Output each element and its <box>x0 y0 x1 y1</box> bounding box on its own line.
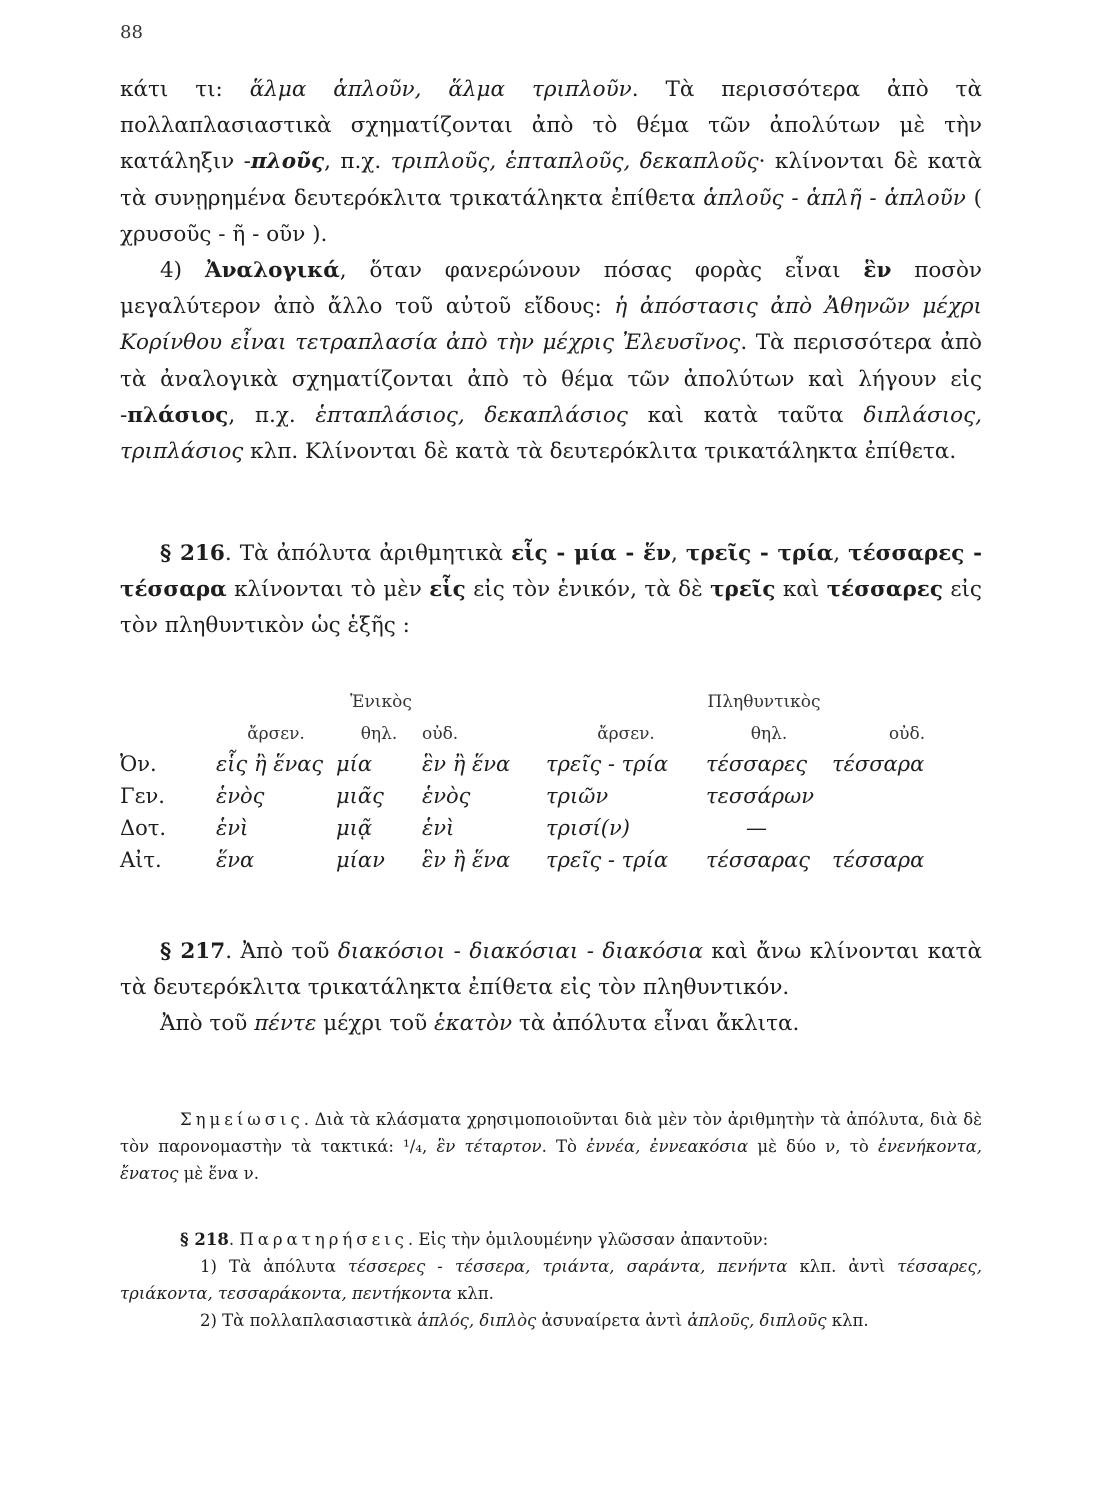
form-cell: τέσσαρα <box>832 752 925 776</box>
example-text: ἁπλοῦς, διπλοῦς <box>687 1311 827 1330</box>
text-run: κλπ. ἀντὶ <box>787 1257 898 1276</box>
text-run: · κλίνονται δὲ κατὰ τὰ συνῃρημένα δευτερόκλιτα τρικατάληκτα ἐπίθετα <box>120 149 982 211</box>
text-run: . Ἀπὸ τοῦ <box>225 939 338 964</box>
text-run: καὶ ἄνω κλίνονται κατὰ τὰ δευτερόκλιτα τρικατάληκτα ἐπίθετα εἰς τὸν πληθυντικόν. <box>120 939 982 1001</box>
text-run: καὶ κατὰ ταῦτα <box>627 402 864 428</box>
text-run: . Διὰ τὰ κλάσματα χρησιμοποιοῦνται διὰ μὲν τὸν ἀριθμητὴν τὰ ἀπόλυτα, διὰ δὲ τὸν παρονομαστὴν τὰ τακτικά: <box>120 1110 982 1156</box>
observation-1 <box>120 1253 982 1307</box>
text-run: , <box>670 541 686 566</box>
form-cell: τρεῖς - τρία <box>546 752 669 776</box>
section-number: § 218 <box>180 1230 229 1249</box>
gender-header: θηλ. <box>360 724 398 744</box>
text-run: μέχρι τοῦ <box>316 1011 434 1037</box>
form-cell: μία <box>336 752 373 776</box>
gender-header: ἄρσεν. <box>247 724 305 744</box>
form-cell: τρισί(ν) <box>546 816 630 840</box>
example-text: ἐνενήκοντα, ἔνατος <box>120 1137 982 1183</box>
form-cell: ἑνὶ <box>422 816 455 840</box>
form-cell: τριῶν <box>546 784 609 808</box>
gender-header: οὐδ. <box>888 724 926 744</box>
form-cell: ἓν ἢ ἕνα <box>422 848 511 872</box>
intro-paragraph <box>120 72 982 470</box>
text-run: 2) Τὰ πολλαπλασιαστικὰ <box>200 1311 418 1330</box>
table-row <box>120 808 982 840</box>
form-cell: τρεῖς - τρία <box>546 848 669 872</box>
text-run: , <box>421 1137 437 1156</box>
form-cell: τεσσάρων <box>706 784 814 808</box>
table-row <box>120 744 982 776</box>
text-run: , ὅταν φανερώνουν πόσας φορὰς εἶναι <box>339 258 864 284</box>
section-number: § 217 <box>160 939 226 964</box>
text-run: μὲ δύο ν, τὸ <box>748 1137 879 1156</box>
term-text: Ἀναλογικά <box>204 258 340 284</box>
table-row <box>120 776 982 808</box>
text-run: . Τὰ περισσότερα ἀπὸ τὰ ἀναλογικὰ σχηματίζονται ἀπὸ τὸ θέμα τῶν ἀπολύτων καὶ λήγουν εἰς - <box>120 330 982 428</box>
note-heading: Σημείωσις <box>180 1110 304 1129</box>
example-text: διακόσιοι - διακόσιαι - διακόσια <box>337 939 703 964</box>
example-text: ἐννέα, ἐννεακόσια <box>586 1137 749 1156</box>
text-run: κλίνονται τὸ μὲν <box>226 577 430 603</box>
form-cell: ἑνὸς <box>422 784 471 808</box>
gender-header-row <box>120 712 982 744</box>
term-text: τρεῖς - τρία <box>685 541 834 566</box>
text-run: . Τὸ <box>541 1137 587 1156</box>
gender-header: θηλ. <box>750 724 788 744</box>
text-run: 4) <box>160 258 205 284</box>
term-text: τέσσαρες - τέσσαρα <box>120 541 983 603</box>
case-label: Αἰτ. <box>120 848 162 872</box>
example-text: ἡ ἀπόστασις ἀπὸ Ἀθηνῶν μέχρι Κορίνθου εἶναι τετραπλασία ἀπὸ τὴν μέχρις Ἐλευσῖνος <box>120 294 982 356</box>
text-run: ποσὸν μεγαλύτερον ἀπὸ ἄλλο τοῦ αὐτοῦ εἴδους: <box>120 258 982 320</box>
form-cell: εἷς ἢ ἕνας <box>216 752 324 776</box>
form-cell: ἕνα <box>216 848 255 872</box>
text-run: . Τὰ περισσότερα ἀπὸ τὰ πολλαπλασιαστικὰ σχηματίζονται ἀπὸ τὸ θέμα τῶν ἀπολύτων μὲ τὴν κατάληξιν - <box>120 77 982 175</box>
term-text: τρεῖς <box>710 577 776 603</box>
term-text: εἷς - μία - ἕν <box>511 541 671 566</box>
section-218 <box>120 1226 982 1334</box>
text-run: κλπ. Κλίνονται δὲ κατὰ τὰ δευτερόκλιτα τρικατάληκτα ἐπίθετα. <box>243 439 957 465</box>
section-216 <box>120 536 982 645</box>
text-run: . Τὰ ἀπόλυτα ἀριθμητικὰ <box>224 541 512 566</box>
suffix-text: πλάσιος <box>127 402 229 428</box>
example-text: τριπλοῦς, ἑπταπλοῦς, δεκαπλοῦς <box>390 149 759 175</box>
analogika-paragraph <box>120 253 982 470</box>
example-text: ἓν τέταρτον <box>436 1137 542 1156</box>
gender-header: οὐδ. <box>422 724 459 744</box>
example-text: ἑπταπλάσιος, δεκαπλάσιος <box>315 402 628 428</box>
case-label: Γεν. <box>120 784 165 808</box>
form-cell <box>832 776 982 808</box>
form-cell: μίαν <box>336 848 385 872</box>
example-text: διπλάσιος, τριπλάσιος <box>120 402 982 465</box>
case-label: Ὀν. <box>120 752 157 776</box>
fraction-text: ¹/₄ <box>403 1137 422 1156</box>
text-run: κάτι τι: <box>120 77 250 102</box>
plural-header: Πληθυντικὸς <box>707 692 821 712</box>
example-text: ἑκατὸν <box>433 1011 513 1037</box>
example-text: τέσσαρες, τριάκοντα, τεσσαράκοντα, πεντήκοντα <box>120 1257 982 1303</box>
example-text: ἁπλός, διπλὸς <box>417 1311 537 1330</box>
example-text: πέντε <box>254 1011 317 1037</box>
text-run: εἰς τὸν πληθυντικὸν ὡς ἑξῆς : <box>120 577 982 639</box>
suffix-text: πλοῦς <box>250 149 325 175</box>
text-run: 1) Τὰ ἀπόλυτα <box>200 1257 349 1276</box>
number-header-row <box>120 680 982 712</box>
form-cell <box>832 808 982 840</box>
form-cell: ἓν ἢ ἕνα <box>422 752 511 776</box>
section-217 <box>120 934 982 1043</box>
term-text: εἷς <box>429 577 466 603</box>
form-cell: τέσσαρα <box>832 848 925 872</box>
text-run: ( χρυσοῦς - ῆ - οῦν ). <box>120 185 982 247</box>
form-cell: τέσσαρες <box>706 752 808 776</box>
text-run: ἀσυναίρετα ἀντὶ <box>536 1311 688 1330</box>
text-run: καὶ <box>775 577 827 603</box>
form-cell: μιᾶς <box>336 784 384 808</box>
text-run: Ἀπὸ τοῦ <box>160 1011 255 1037</box>
text-run: , <box>833 541 849 566</box>
declension-table <box>120 680 982 872</box>
text-run: μὲ ἕνα ν. <box>178 1164 259 1183</box>
note-paragraph <box>120 1106 982 1187</box>
form-cell: τέσσαρας <box>706 848 811 872</box>
form-cell: — <box>746 816 767 840</box>
example-text: ἁπλοῦς - ἁπλῆ - ἁπλοῦν <box>703 185 966 211</box>
form-cell: ἑνὶ <box>216 816 249 840</box>
text-run: . <box>228 1230 240 1249</box>
text-run: , π.χ. <box>228 402 316 428</box>
section-number: § 216 <box>160 541 225 566</box>
term-text: τέσσαρες <box>826 577 943 603</box>
gender-header: ἄρσεν. <box>597 724 655 744</box>
example-text: ἅλμα ἁπλοῦν, ἅλμα τριπλοῦν <box>249 77 632 102</box>
observations-heading: Παρατηρήσεις <box>239 1230 408 1249</box>
page-number: 88 <box>120 22 143 43</box>
indeclinable-paragraph <box>120 1006 982 1042</box>
text-run: κλπ. <box>451 1284 494 1303</box>
text-run: , π.χ. <box>324 149 391 175</box>
case-label: Δοτ. <box>120 816 167 840</box>
term-text: ἓν <box>863 258 892 284</box>
form-cell: μιᾷ <box>336 816 373 840</box>
text-run: κλπ. <box>826 1311 869 1330</box>
text-run: εἰς τὸν ἑνικόν, τὰ δὲ <box>465 577 711 603</box>
singular-header: Ἑνικὸς <box>350 692 412 712</box>
form-cell: ἑνὸς <box>216 784 265 808</box>
example-text: τέσσερες - τέσσερα, τριάντα, σαράντα, πενήντα <box>348 1257 788 1276</box>
text-run: τὰ ἀπόλυτα εἶναι ἄκλιτα. <box>512 1011 800 1037</box>
observation-2 <box>120 1307 982 1334</box>
table-row <box>120 840 982 872</box>
text-run: . Εἰς τὴν ὁμιλουμένην γλῶσσαν ἀπαντοῦν: <box>407 1230 769 1249</box>
